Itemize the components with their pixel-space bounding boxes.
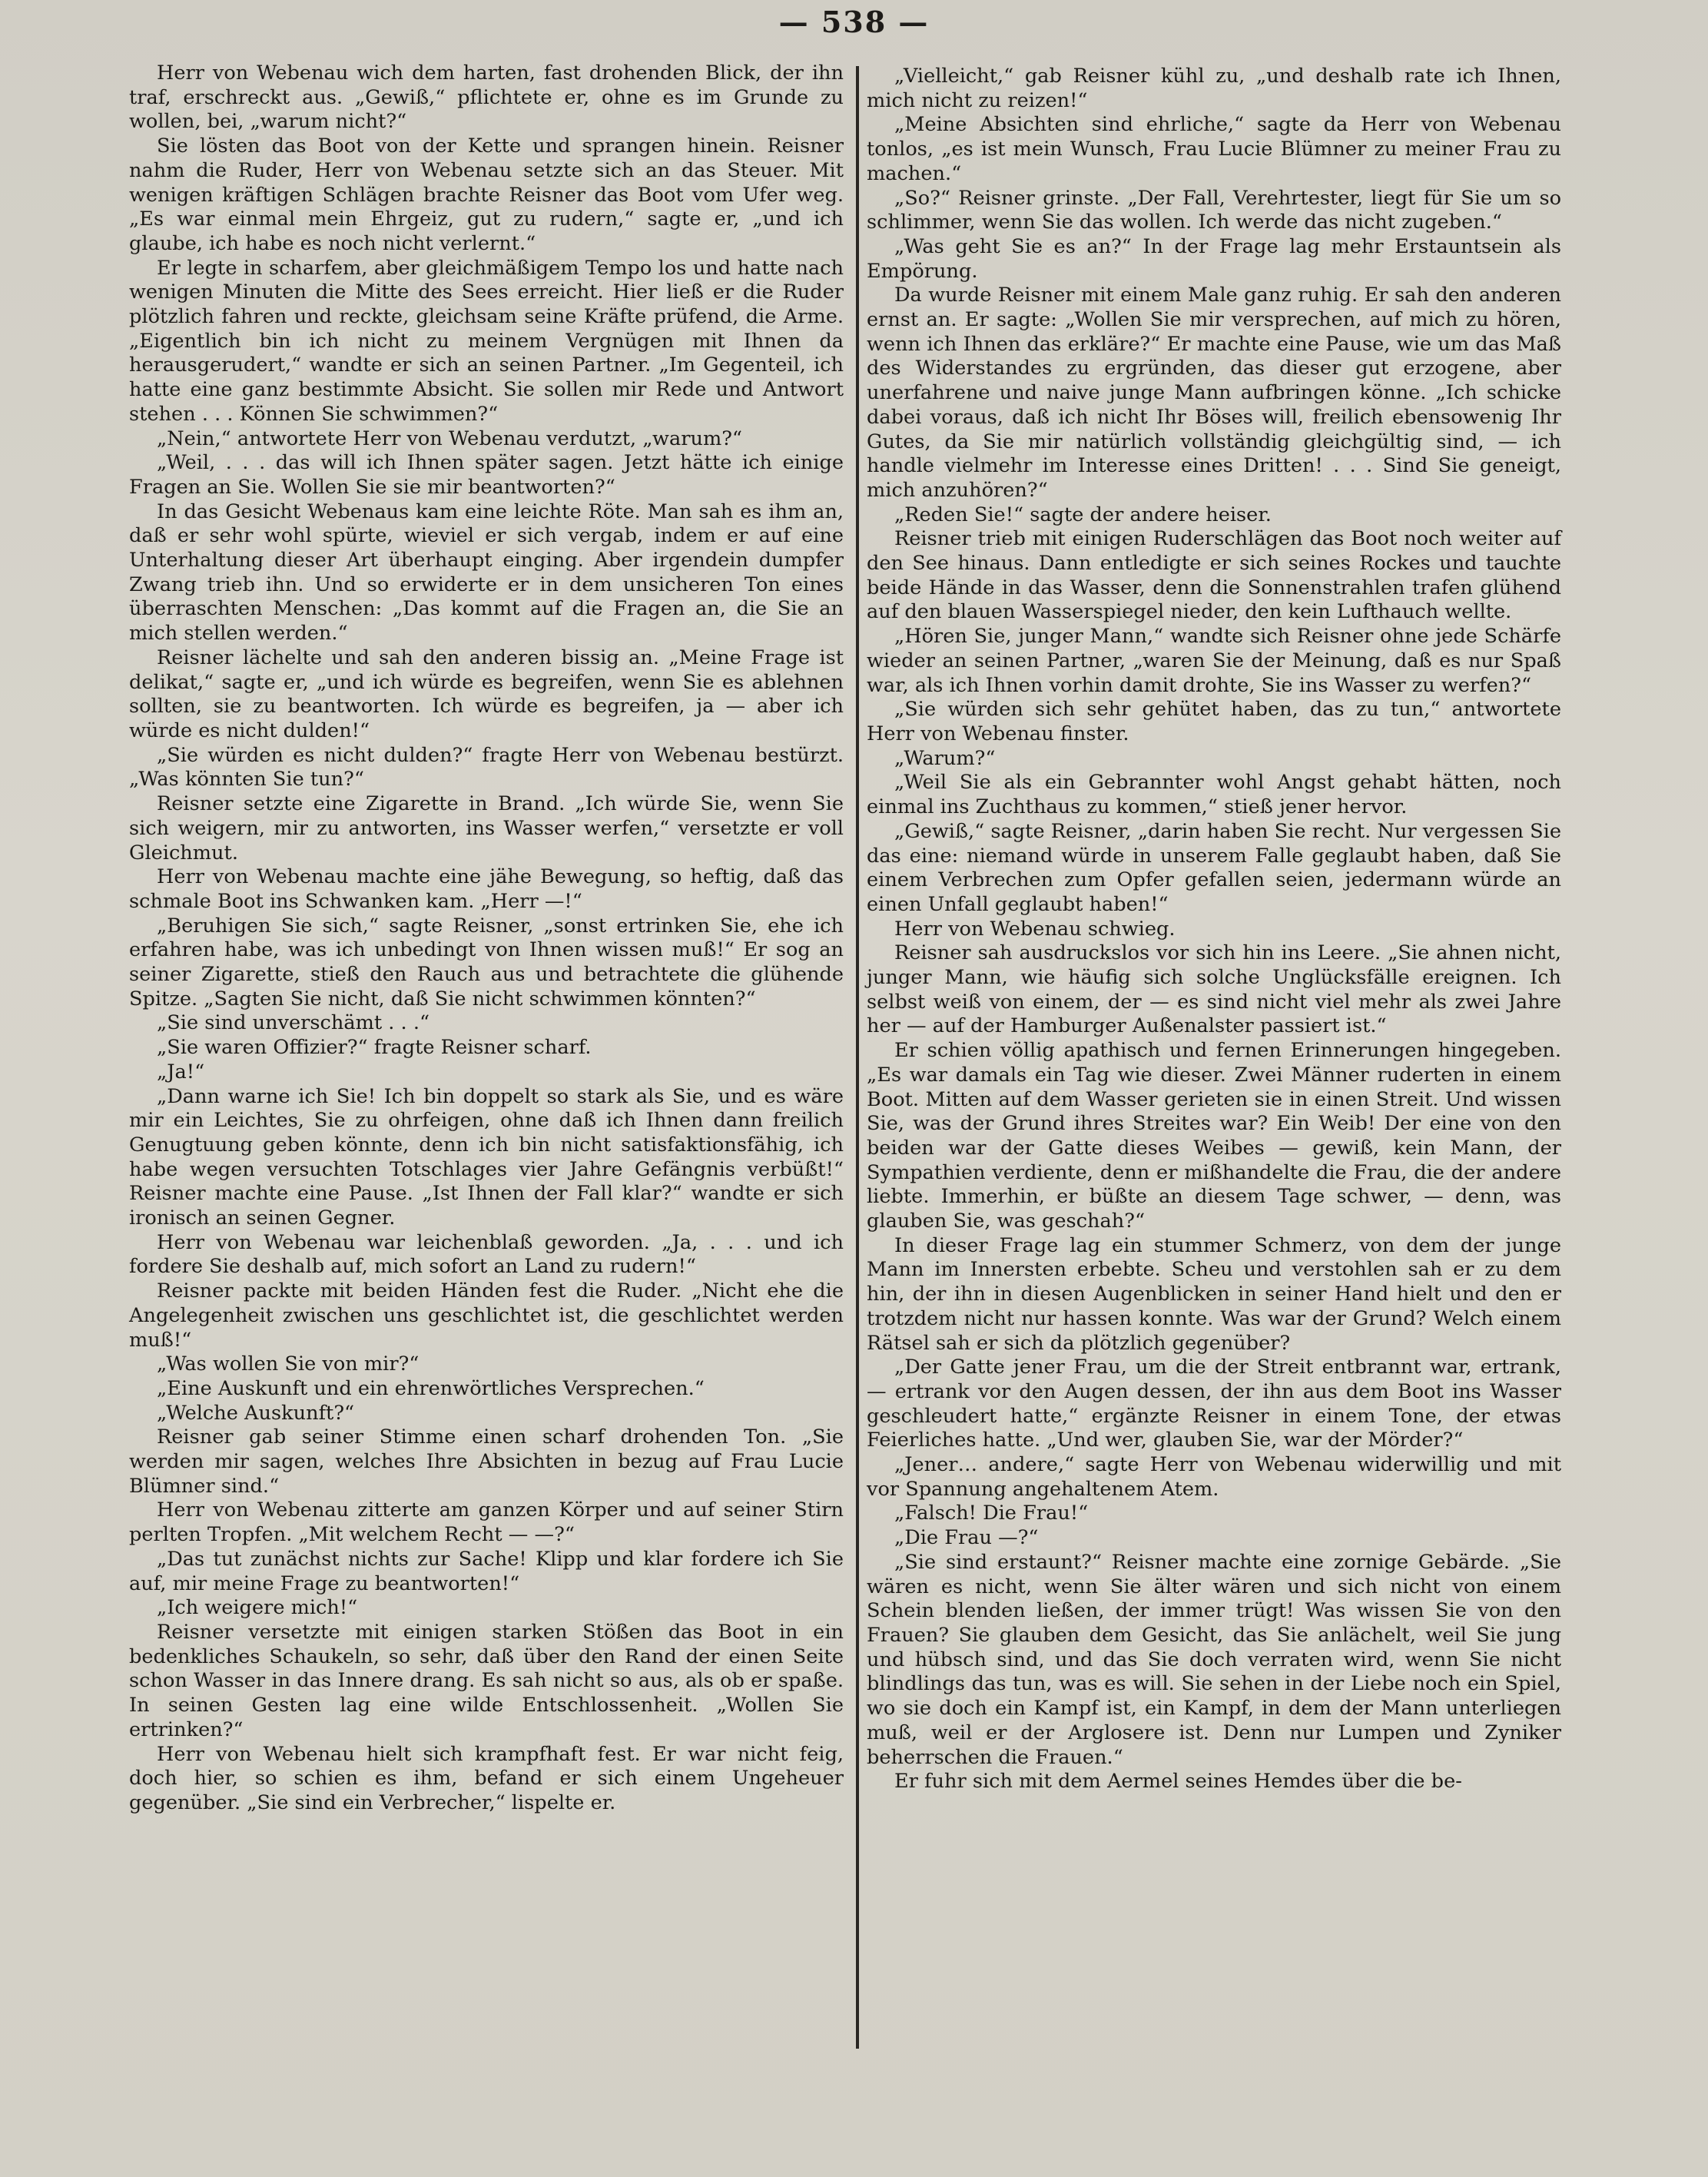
paragraph: Er legte in scharfem, aber gleichmäßigem Tempo los und hatte nach wenigen Minuten die Mitte des Sees erreicht. Hier ließ er die Ruder plötzlich fahren und reckte, gleichsam seine Kräfte prüfend, die Arme. „Eigentlich bin ich nicht zu meinem Vergnügen mit Ihnen da herausgerudert,“ wandte er sich an seinen Partner. „Im Gegenteil, ich hatte eine ganz bestimmte Absicht. Sie sollen mir Rede und Antwort stehen . . . Können Sie schwimmen?“ <box>129 256 844 426</box>
paragraph: „Sie würden sich sehr gehütet haben, das zu tun,“ antwortete Herr von Webenau finster. <box>867 698 1561 745</box>
paragraph: Da wurde Reisner mit einem Male ganz ruhig. Er sah den anderen ernst an. Er sagte: „Wollen Sie mir versprechen, auf mich zu hören, wenn ich Ihnen das erkläre?“ Er machte eine Pause, wie um das Maß des Widerstandes zu ergründen, das dieser gut erzogene, aber unerfahrene und naive junge Mann aufbringen könne. „Ich schicke dabei voraus, daß ich nicht Ihr Böses will, freilich ebensowenig Ihr Gutes, da Sie mir natürlich vollständig gleichgültig sind, — ich handle vielmehr im Interesse eines Dritten! . . . Sind Sie geneigt, mich anzuhören?“ <box>867 284 1561 502</box>
paragraph: „Dann warne ich Sie! Ich bin doppelt so stark als Sie, und es wäre mir ein Leichtes, Sie zu ohrfeigen, ohne daß ich Ihnen dann freilich Genugtuung geben könnte, denn ich bin nicht satisfaktionsfähig, ich habe wegen versuchten Totschlages vier Jahre Gefängnis verbüßt!“ Reisner machte eine Pause. „Ist Ihnen der Fall klar?“ wandte er sich ironisch an seinen Gegner. <box>129 1084 844 1230</box>
paragraph: „Jener… andere,“ sagte Herr von Webenau widerwillig und mit vor Spannung angehaltenem Atem. <box>867 1453 1561 1501</box>
paragraph: Reisner setzte eine Zigarette in Brand. „Ich würde Sie, wenn Sie sich weigern, mir zu antworten, ins Wasser werfen,“ versetzte er voll Gleichmut. <box>129 792 844 864</box>
paragraph: „Reden Sie!“ sagte der andere heiser. <box>894 503 1272 526</box>
paragraph: Reisner trieb mit einigen Ruderschlägen das Boot noch weiter auf den See hinaus. Dann entledigte er sich seines Rockes und tauchte beide Hände in das Wasser, denn die Sonnenstrahlen trafen glühend auf den blauen Wasserspiegel nieder, den kein Lufthauch wellte. <box>867 527 1561 624</box>
paragraph: „Sie waren Offizier?“ fragte Reisner scharf. <box>157 1036 592 1060</box>
paragraph: In das Gesicht Webenaus kam eine leichte Röte. Man sah es ihm an, daß er sehr wohl spürte, wieviel er sich vergab, indem er auf eine Unterhaltung dieser Art überhaupt einging. Aber irgendein dumpfer Zwang trieb ihn. Und so erwiderte er in dem unsicheren Ton eines überraschten Menschen: „Das kommt auf die Fragen an, die Sie an mich stellen werden.“ <box>129 499 844 645</box>
paragraph: „Meine Absichten sind ehrliche,“ sagte da Herr von Webenau tonlos, „es ist mein Wunsch, Frau Lucie Blümner zu meiner Frau zu machen.“ <box>867 113 1561 185</box>
paragraph: Er fuhr sich mit dem Aermel seines Hemdes über die be- <box>894 1770 1462 1794</box>
paragraph: „Das tut zunächst nichts zur Sache! Klipp und klar fordere ich Sie auf, mir meine Frage zu beantworten!“ <box>129 1547 844 1595</box>
right-column <box>867 65 1561 1794</box>
paragraph: Er schien völlig apathisch und fernen Erinnerungen hingegeben. „Es war damals ein Tag wie dieser. Zwei Männer ruderten in einem Boot. Mitten auf dem Wasser gerieten sie in einen Streit. Und wissen Sie, was der Grund ihres Streites war? Ein Weib! Der eine von den beiden war der Gatte dieses Weibes — gewiß, kein Mann, der Sympathien verdiente, denn er mißhandelte die Frau, die der andere liebte. Immerhin, er büßte an diesem Tage schwer, — denn, was glauben Sie, was geschah?“ <box>867 1039 1561 1233</box>
paragraph: „Hören Sie, junger Mann,“ wandte sich Reisner ohne jede Schärfe wieder an seinen Partner, „waren Sie der Meinung, daß es nur Spaß war, als ich Ihnen vorhin damit drohte, Sie ins Wasser zu werfen?“ <box>867 625 1561 697</box>
paragraph: „Eine Auskunft und ein ehrenwörtliches Versprechen.“ <box>157 1376 705 1400</box>
paragraph: Herr von Webenau wich dem harten, fast drohenden Blick, der ihn traf, erschreckt aus. „Gewiß,“ pflichtete er, ohne es im Grunde zu wollen, bei, „warum nicht?“ <box>129 61 844 134</box>
paragraph: „Der Gatte jener Frau, um die der Streit entbrannt war, ertrank, — ertrank vor den Augen dessen, der ihn aus dem Boot ins Wasser geschleudert hatte,“ ergänzte Reisner in einem Tone, der etwas Feierliches hatte. „Und wer, glauben Sie, war der Mörder?“ <box>867 1356 1561 1452</box>
paragraph: Reisner packte mit beiden Händen fest die Ruder. „Nicht ehe die Angelegenheit zwischen uns geschlichtet ist, die geschlichtet werden muß!“ <box>129 1279 844 1352</box>
paragraph: Sie lösten das Boot von der Kette und sprangen hinein. Reisner nahm die Ruder, Herr von Webenau setzte sich an das Steuer. Mit wenigen kräftigen Schlägen brachte Reisner das Boot vom Ufer weg. „Es war einmal mein Ehrgeiz, gut zu rudern,“ sagte er, „und ich glaube, ich habe es noch nicht verlernt.“ <box>129 134 844 255</box>
paragraph: „Nein,“ antwortete Herr von Webenau verdutzt, „warum?“ <box>157 426 743 450</box>
paragraph: „Sie würden es nicht dulden?“ fragte Herr von Webenau bestürzt. „Was könnten Sie tun?“ <box>129 743 844 791</box>
paragraph: Reisner lächelte und sah den anderen bissig an. „Meine Frage ist delikat,“ sagte er, „und ich würde es begreifen, wenn Sie es ablehnen sollten, sie zu beantworten. Ich würde es begreifen, ja — aber ich würde es nicht dulden!“ <box>129 645 844 742</box>
paragraph: „Welche Auskunft?“ <box>157 1401 355 1425</box>
paragraph: „Warum?“ <box>894 746 996 770</box>
paragraph: „Ich weigere mich!“ <box>157 1596 358 1620</box>
paragraph: Reisner versetzte mit einigen starken Stößen das Boot in ein bedenkliches Schaukeln, so sehr, daß über den Rand der einen Seite schon Wasser in das Innere drang. Es sah nicht so aus, als ob er spaße. In seinen Gesten lag eine wilde Entschlossenheit. „Wollen Sie ertrinken?“ <box>129 1621 844 1741</box>
paragraph: „Was geht Sie es an?“ In der Frage lag mehr Erstauntsein als Empörung. <box>867 234 1561 283</box>
paragraph: „Sie sind unverschämt . . .“ <box>157 1011 430 1035</box>
left-column <box>129 61 844 1816</box>
paragraph: „Weil, . . . das will ich Ihnen später sagen. Jetzt hätte ich einige Fragen an Sie. Wollen Sie sie mir beantworten?“ <box>129 451 844 499</box>
paragraph: Herr von Webenau war leichenblaß geworden. „Ja, . . . und ich fordere Sie deshalb auf, mich sofort an Land zu rudern!“ <box>129 1230 844 1279</box>
paragraph: Herr von Webenau machte eine jähe Bewegung, so heftig, daß das schmale Boot ins Schwanken kam. „Herr —!“ <box>129 865 844 913</box>
paragraph: „Gewiß,“ sagte Reisner, „darin haben Sie recht. Nur vergessen Sie das eine: niemand würde in unserem Falle geglaubt haben, daß Sie einem Verbrechen zum Opfer gefallen seien, jedermann würde an einen Unfall geglaubt haben!“ <box>867 819 1561 916</box>
paragraph: „Weil Sie als ein Gebrannter wohl Angst gehabt hätten, noch einmal ins Zuchthaus zu kommen,“ stieß jener hervor. <box>867 771 1561 819</box>
paragraph: Herr von Webenau hielt sich krampfhaft fest. Er war nicht feig, doch hier, so schien es ihm, befand er sich einem Ungeheuer gegenüber. „Sie sind ein Verbrecher,“ lispelte er. <box>129 1742 844 1814</box>
paragraph: „Falsch! Die Frau!“ <box>894 1502 1089 1525</box>
column-divider <box>856 66 859 2049</box>
paragraph: Reisner sah ausdruckslos vor sich hin ins Leere. „Sie ahnen nicht, junger Mann, wie häufig sich solche Unglücksfälle ereignen. Ich selbst weiß von einem, der — es sind nicht viel mehr als zwei Jahre her — auf der Hamburger Außenalster passiert ist.“ <box>867 941 1561 1038</box>
paragraph: In dieser Frage lag ein stummer Schmerz, von dem der junge Mann im Innersten erbebte. Scheu und verstohlen sah er zu dem hin, der ihn in diesen Augenblicken in seiner Hand hielt und den er trotzdem nicht nur hassen konnte. Was war der Grund? Welch einem Rätsel sah er sich da plötzlich gegenüber? <box>867 1233 1561 1355</box>
paragraph: „Vielleicht,“ gab Reisner kühl zu, „und deshalb rate ich Ihnen, mich nicht zu reizen!“ <box>867 65 1561 112</box>
paragraph: „Ja!“ <box>157 1060 205 1084</box>
paragraph: „Sie sind erstaunt?“ Reisner machte eine zornige Gebärde. „Sie wären es nicht, wenn Sie älter wären und sich nicht von einem Schein blenden ließen, der immer trügt! Was wissen Sie von den Frauen? Sie glauben dem Gesicht, das Sie anlächelt, weil Sie jung und hübsch sind, und das Sie doch verraten wird, wenn Sie nicht blindlings das tun, was es will. Sie sehen in der Liebe noch ein Spiel, wo sie doch ein Kampf ist, ein Kampf, in dem der Mann unterliegen muß, weil er der Arglosere ist. Denn nur Lumpen und Zyniker beherrschen die Frauen.“ <box>867 1550 1561 1769</box>
paragraph: Herr von Webenau schwieg. <box>894 917 1176 941</box>
paragraph: „Was wollen Sie von mir?“ <box>157 1352 420 1376</box>
page-number: — 538 — <box>778 5 930 39</box>
paragraph: „Die Frau —?“ <box>894 1526 1039 1550</box>
paragraph: Herr von Webenau zitterte am ganzen Körper und auf seiner Stirn perlten Tropfen. „Mit welchem Recht — —?“ <box>129 1498 844 1547</box>
paragraph: Reisner gab seiner Stimme einen scharf drohenden Ton. „Sie werden mir sagen, welches Ihre Absichten in bezug auf Frau Lucie Blümner sind.“ <box>129 1425 844 1498</box>
paragraph: „So?“ Reisner grinste. „Der Fall, Verehrtester, liegt für Sie um so schlimmer, wenn Sie das wollen. Ich werde das nicht zugeben.“ <box>867 186 1561 234</box>
paragraph: „Beruhigen Sie sich,“ sagte Reisner, „sonst ertrinken Sie, ehe ich erfahren habe, was ich unbedingt von Ihnen wissen muß!“ Er sog an seiner Zigarette, stieß den Rauch aus und betrachtete die glühende Spitze. „Sagten Sie nicht, daß Sie nicht schwimmen könnten?“ <box>129 914 844 1011</box>
